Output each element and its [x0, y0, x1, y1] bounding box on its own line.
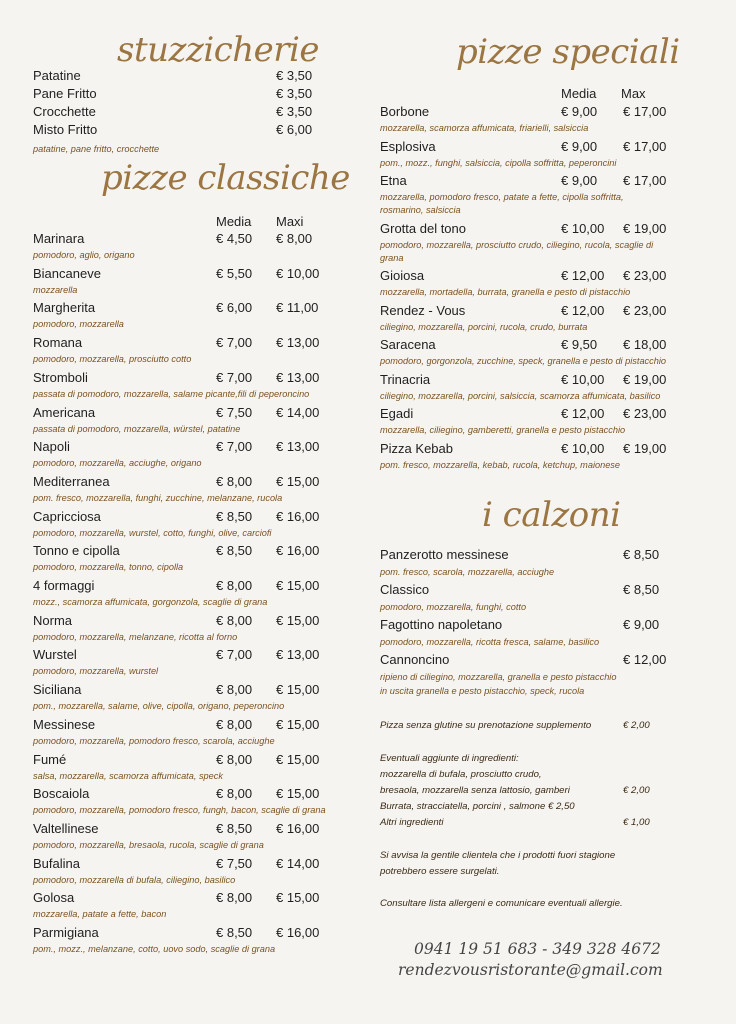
frozen-line-1: Si avvisa la gentile clientela che i prodotti fuori stagione	[380, 850, 616, 861]
item-price-maxi: € 13,00	[276, 647, 320, 663]
item-price-maxi: € 15,00	[276, 612, 320, 628]
classiche-media-header: Media	[216, 214, 252, 229]
item-price-media: € 9,00	[561, 138, 598, 154]
item-name: Boscaiola	[33, 786, 90, 802]
gluten-free-price: € 2,00	[623, 720, 650, 731]
calzoni-heading: i calzoni	[482, 495, 621, 535]
item-description: pom. fresco, scarola, mozzarella, acciughe	[380, 567, 555, 577]
gluten-free-note	[380, 718, 650, 734]
item-name: Borbone	[380, 104, 430, 119]
item-name: Grotta del tono	[380, 220, 466, 236]
item-price-media: € 9,50	[561, 337, 598, 352]
item-price-maxi: € 11,00	[276, 300, 319, 316]
item-description: pomodoro, mozzarella di bufala, ciliegino, basilico	[33, 874, 236, 885]
item-name: Esplosiva	[380, 138, 436, 154]
item-description: grana	[380, 252, 404, 263]
item-price-media: € 7,00	[216, 439, 253, 455]
item-price-max: € 17,00	[623, 173, 667, 188]
item-name: Napoli	[33, 439, 70, 455]
extras-line-4-price: € 1,00	[623, 817, 650, 828]
item-name: Crocchette	[33, 104, 96, 119]
item-price-media: € 8,50	[216, 508, 253, 524]
item-description: pomodoro, gorgonzola, zucchine, speck, granella e pesto di pistacchio	[380, 356, 667, 366]
item-name: Valtellinese	[33, 820, 99, 836]
item-name: Gioiosa	[380, 268, 425, 283]
item-description: pomodoro, mozzarella, wurstel	[33, 666, 159, 677]
item-price-media: € 10,00	[561, 440, 605, 456]
item-description: ciliegino, mozzarella, porcini, salsiccia, scamorza affumicata, basilico	[380, 390, 661, 401]
item-description: pomodoro, mozzarella, funghi, cotto	[380, 602, 527, 612]
item-name: Saracena	[380, 337, 436, 352]
item-price-media: € 12,00	[561, 268, 605, 283]
item-name: Tonno e cipolla	[33, 543, 120, 559]
item-price-media: € 5,50	[216, 265, 253, 281]
item-name: Patatine	[33, 68, 81, 83]
item-description: pomodoro, mozzarella, pomodoro fresco, fungh, bacon, scaglie di grana	[33, 805, 326, 816]
item-price-maxi: € 13,00	[276, 335, 320, 351]
item-price-maxi: € 15,00	[276, 751, 320, 767]
item-name: Stromboli	[33, 369, 88, 385]
item-name: Egadi	[380, 406, 414, 421]
item-name: Capricciosa	[33, 508, 101, 524]
item-name: Bufalina	[33, 855, 80, 871]
item-description: pomodoro, mozzarella, prosciutto crudo, ciliegino, rucola, scaglie di	[380, 239, 654, 250]
item-description: pomodoro, mozzarella, acciughe, origano	[33, 458, 202, 469]
item-price-maxi: € 14,00	[276, 404, 320, 420]
extras-line-2	[380, 783, 650, 799]
item-description: pomodoro, mozzarella, pomodoro fresco, scarola, acciughe	[33, 735, 275, 746]
item-description: pom., mozzarella, salame, olive, cipolla, origano, peperoncino	[33, 701, 285, 712]
item-price-max: € 18,00	[623, 337, 667, 352]
item-description: mozzarella	[33, 284, 78, 295]
item-price-maxi: € 15,00	[276, 682, 320, 698]
item-price-media: € 8,00	[216, 786, 253, 802]
item-price-media: € 8,00	[216, 716, 253, 732]
frozen-line-2: potrebbero essere surgelati.	[380, 866, 500, 877]
extras-line-4	[380, 815, 650, 831]
item-price-media: € 7,00	[216, 369, 253, 385]
item-name: Panzerotto messinese	[380, 547, 509, 562]
item-description: pomodoro, mozzarella, prosciutto cotto	[33, 354, 192, 365]
extras-line-4-text: Altri ingredienti	[380, 817, 444, 828]
item-price-max: € 23,00	[623, 406, 667, 421]
item-description: mozzarella, scamorza affumicata, friarielli, salsiccia	[380, 123, 589, 133]
item-price-max: € 23,00	[623, 268, 667, 283]
item-price-media: € 9,00	[561, 173, 598, 188]
item-name: Etna	[380, 173, 407, 188]
item-price-media: € 10,00	[561, 220, 605, 236]
item-price: € 3,50	[276, 104, 313, 119]
item-description: passata di pomodoro, mozzarella, würstel, patatine	[33, 423, 241, 434]
item-price-maxi: € 8,00	[276, 231, 313, 246]
item-name: Parmigiana	[33, 925, 99, 940]
classiche-maxi-header: Maxi	[276, 214, 304, 229]
item-name: 4 formaggi	[33, 578, 95, 593]
item-price-media: € 12,00	[561, 406, 605, 421]
item-name: Margherita	[33, 300, 96, 316]
item-price-media: € 7,50	[216, 855, 253, 871]
item-price-maxi: € 13,00	[276, 439, 320, 455]
item-price-media: € 8,00	[216, 612, 253, 628]
item-price-media: € 8,00	[216, 473, 253, 489]
item-description: rosmarino, salsiccia	[380, 205, 461, 215]
item-price-media: € 8,50	[216, 820, 253, 836]
item-price-media: € 10,00	[561, 371, 605, 387]
item-price-maxi: € 16,00	[276, 820, 320, 836]
item-description: pomodoro, mozzarella	[33, 319, 124, 330]
extras-line-2-price: € 2,00	[623, 785, 650, 796]
item-description: pom. fresco, mozzarella, kebab, rucola, ketchup, maionese	[380, 459, 621, 470]
item-description: mozzarella, mortadella, burrata, granella e pesto di pistacchio	[380, 287, 631, 297]
item-price-maxi: € 10,00	[276, 265, 320, 281]
item-name: Americana	[33, 404, 96, 420]
speciali-media-header: Media	[561, 86, 597, 101]
item-price-media: € 8,50	[216, 543, 253, 559]
item-price-media: € 7,50	[216, 404, 253, 420]
item-price: € 9,00	[623, 617, 660, 632]
item-name: Fagottino napoletano	[380, 617, 503, 632]
extras-line-3: Burrata, stracciatella, porcini , salmone € 2,50	[380, 801, 575, 812]
item-price-media: € 8,00	[216, 682, 253, 698]
item-description: pom., mozz., melanzane, cotto, uovo sodo, scaglie di grana	[33, 944, 276, 954]
item-price-media: € 8,50	[216, 925, 253, 940]
item-name: Pane Fritto	[33, 86, 97, 101]
item-description: ripieno di ciliegino, mozzarella, granella e pesto pistacchio	[380, 672, 617, 682]
item-name: Mediterranea	[33, 473, 110, 489]
item-price-max: € 19,00	[623, 220, 667, 236]
item-price-max: € 17,00	[623, 138, 667, 154]
item-name: Trinacria	[380, 371, 431, 387]
item-name: Fumé	[33, 751, 67, 767]
stuzzicherie-heading: stuzzicherie	[117, 30, 320, 70]
extras-line-1: mozzarella di bufala, prosciutto crudo,	[380, 769, 542, 780]
item-price: € 6,00	[276, 122, 313, 137]
item-name: Golosa	[33, 890, 75, 906]
item-price-maxi: € 15,00	[276, 473, 320, 489]
item-name: Misto Fritto	[33, 122, 98, 137]
item-name: Cannoncino	[380, 652, 450, 667]
item-price-max: € 17,00	[623, 104, 667, 119]
item-description: pomodoro, mozzarella, tonno, cipolla	[33, 562, 184, 573]
item-name: Pizza Kebab	[380, 440, 453, 456]
item-name: Biancaneve	[33, 265, 101, 281]
item-price-maxi: € 16,00	[276, 543, 320, 559]
item-price-maxi: € 15,00	[276, 890, 320, 906]
item-name: Marinara	[33, 231, 85, 246]
item-name: Norma	[33, 612, 73, 628]
item-description: ciliegino, mozzarella, porcini, rucola, crudo, burrata	[380, 321, 588, 332]
item-price-media: € 8,00	[216, 578, 253, 593]
item-name: Romana	[33, 335, 83, 351]
item-name: Rendez - Vous	[380, 302, 466, 318]
speciali-max-header: Max	[621, 86, 646, 101]
item-price-maxi: € 16,00	[276, 925, 320, 940]
extras-line-2-text: bresaola, mozzarella senza lattosio, gamberi	[380, 785, 570, 796]
item-description: pomodoro, mozzarella, bresaola, rucola, scaglie di grana	[33, 839, 264, 850]
item-price-media: € 9,00	[561, 104, 598, 119]
item-price-maxi: € 14,00	[276, 855, 320, 871]
item-description: mozz., scamorza affumicata, gorgonzola, scaglie di grana	[33, 597, 268, 607]
item-price: € 3,50	[276, 68, 313, 83]
item-price-media: € 12,00	[561, 302, 605, 318]
item-name: Siciliana	[33, 682, 82, 698]
contact-phone: 0941 19 51 683 - 349 328 4672	[414, 940, 661, 958]
item-price: € 3,50	[276, 86, 313, 101]
item-price-max: € 19,00	[623, 440, 667, 456]
item-description: pomodoro, mozzarella, melanzane, ricotta al forno	[33, 631, 238, 642]
item-price-media: € 8,00	[216, 890, 253, 906]
speciali-heading: pizze speciali	[456, 32, 680, 72]
item-price-media: € 7,00	[216, 335, 253, 351]
item-description: pom. fresco, mozzarella, funghi, zucchine, melanzane, rucola	[33, 492, 283, 503]
item-description: pom., mozz., funghi, salsiccia, cipolla soffritta, peperoncini	[380, 157, 617, 168]
item-price-maxi: € 13,00	[276, 369, 320, 385]
item-price: € 12,00	[623, 652, 667, 667]
item-price: € 8,50	[623, 547, 660, 562]
item-price-maxi: € 15,00	[276, 786, 320, 802]
item-name: Classico	[380, 582, 430, 597]
item-price-max: € 23,00	[623, 302, 667, 318]
item-description: mozzarella, ciliegino, gamberetti, granella e pesto pistacchio	[380, 425, 626, 435]
item-description: mozzarella, patate a fette, bacon	[33, 909, 167, 920]
item-price-maxi: € 15,00	[276, 716, 320, 732]
item-description: mozzarella, pomodoro fresco, patate a fette, cipolla soffritta,	[380, 192, 624, 202]
item-price-maxi: € 15,00	[276, 578, 320, 593]
item-price: € 8,50	[623, 582, 660, 597]
item-description: salsa, mozzarella, scamorza affumicata, speck	[33, 770, 223, 781]
classiche-heading: pizze classiche	[101, 158, 350, 198]
contact-email[interactable]: rendezvousristorante@gmail.com	[398, 961, 663, 979]
item-price-media: € 7,00	[216, 647, 253, 663]
allergens-note: Consultare lista allergeni e comunicare eventuali allergie.	[380, 898, 623, 909]
stuzzicherie-note: patatine, pane fritto, crocchette	[33, 144, 160, 154]
item-price-max: € 19,00	[623, 371, 667, 387]
item-price-maxi: € 16,00	[276, 508, 320, 524]
item-price-media: € 4,50	[216, 231, 253, 246]
item-description: pomodoro, mozzarella, wurstel, cotto, funghi, olive, carciofi	[33, 527, 272, 538]
item-name: Messinese	[33, 716, 96, 732]
gluten-free-text: Pizza senza glutine su prenotazione supplemento	[380, 720, 592, 731]
item-price-media: € 8,00	[216, 751, 253, 767]
item-name: Wurstel	[33, 647, 77, 663]
item-price-media: € 6,00	[216, 300, 253, 316]
extras-title: Eventuali aggiunte di ingredienti:	[380, 753, 519, 764]
item-description: passata di pomodoro, mozzarella, salame picante,fili di peperoncino	[33, 388, 310, 399]
item-description: in uscita granella e pesto pistacchio, speck, rucola	[380, 686, 585, 696]
item-description: pomodoro, mozzarella, ricotta fresca, salame, basilico	[380, 637, 600, 647]
item-description: pomodoro, aglio, origano	[33, 250, 135, 260]
